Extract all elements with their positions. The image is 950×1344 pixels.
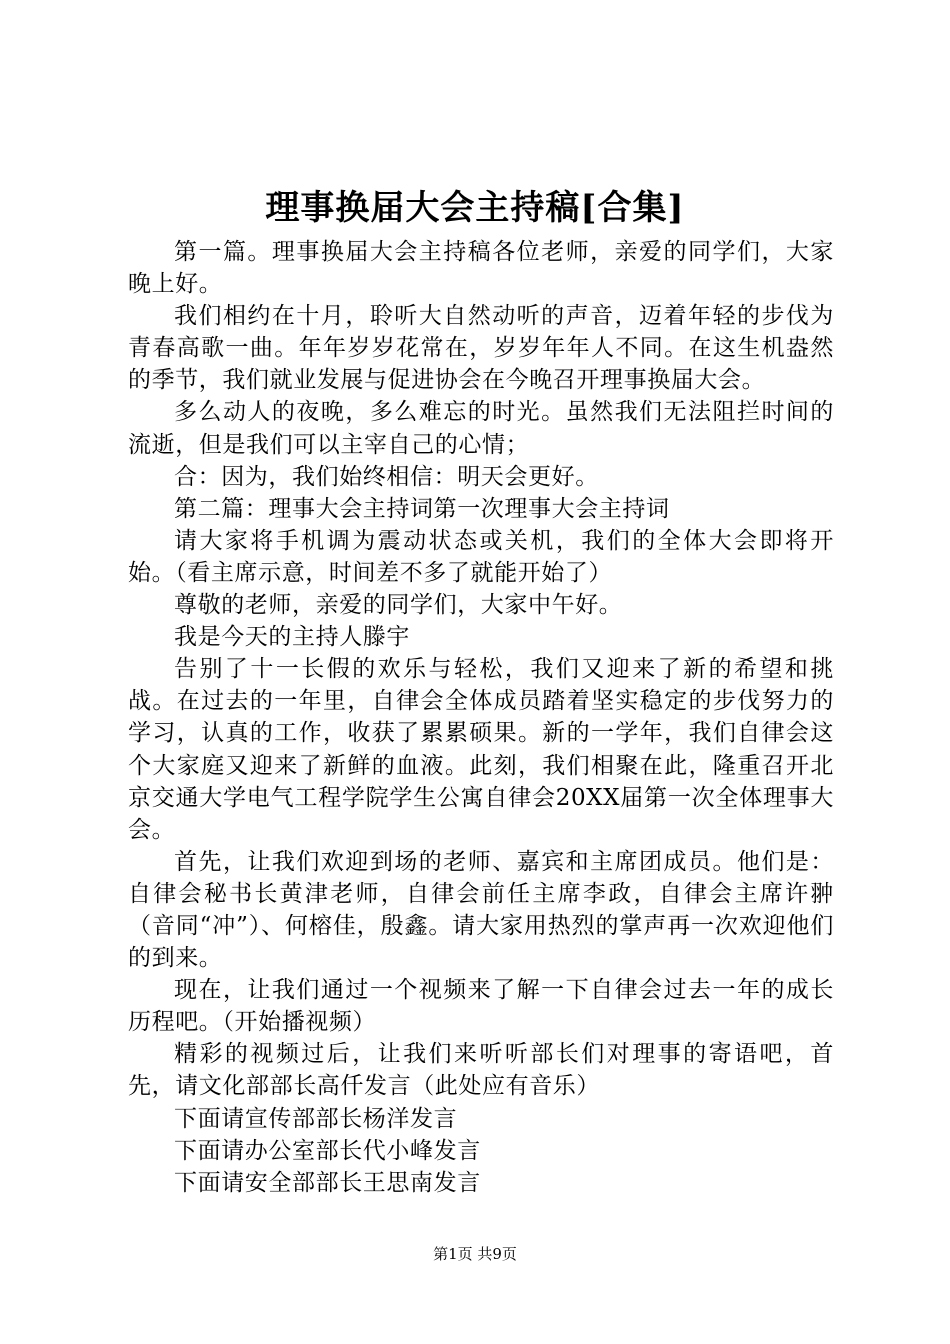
paragraph: 现在，让我们通过一个视频来了解一下自律会过去一年的成长历程吧。（开始播视频）	[128, 977, 834, 1036]
paragraph: 第一篇。理事换届大会主持稿各位老师，亲爱的同学们，大家晚上好。	[128, 239, 834, 298]
paragraph: 尊敬的老师，亲爱的同学们，大家中午好。	[174, 592, 623, 619]
paragraph: 告别了十一长假的欢乐与轻松，我们又迎来了新的希望和挑战。在过去的一年里，自律会全体成员踏着坚实稳定的步伐努力的学习，认真的工作，收获了累累硕果。新的一学年，我们自律会这个大家庭又迎来了新鲜的血液。此刻，我们相聚在此，隆重召开北京交通大学电气工程学院学生公寓自律会20XX届第一次全体理事大会。	[128, 656, 834, 843]
paragraph: 我是今天的主持人滕宇	[174, 624, 410, 651]
paragraph: 精彩的视频过后，让我们来听听部长们对理事的寄语吧，首先，请文化部部长高仟发言（此处应有音乐）	[128, 1041, 834, 1100]
document-title: 理事换届大会主持稿[合集]	[265, 188, 685, 228]
paragraph: 请大家将手机调为震动状态或关机，我们的全体大会即将开始。（看主席示意，时间差不多了就能开始了）	[128, 527, 834, 586]
document-body	[128, 236, 834, 1199]
page-footer: 第1页 共9页	[433, 1245, 517, 1263]
paragraph: 下面请安全部部长王思南发言	[174, 1169, 481, 1196]
paragraph: 首先，让我们欢迎到场的老师、嘉宾和主席团成员。他们是：自律会秘书长黄津老师，自律会前任主席李政，自律会主席许翀（音同“冲”）、何榕佳，殷鑫。请大家用热烈的掌声再一次欢迎他们的到来。	[128, 848, 834, 972]
paragraph: 合：因为，我们始终相信：明天会更好。	[174, 463, 599, 490]
paragraph: 我们相约在十月，聆听大自然动听的声音，迈着年轻的步伐为青春高歌一曲。年年岁岁花常在，岁岁年年人不同。在这生机盎然的季节，我们就业发展与促进协会在今晚召开理事换届大会。	[128, 303, 834, 394]
paragraph: 多么动人的夜晚，多么难忘的时光。虽然我们无法阻拦时间的流逝，但是我们可以主宰自己的心情；	[128, 399, 834, 458]
paragraph: 下面请宣传部部长杨洋发言	[174, 1105, 458, 1132]
paragraph: 第二篇：理事大会主持词第一次理事大会主持词	[174, 495, 670, 522]
paragraph: 下面请办公室部长代小峰发言	[174, 1137, 481, 1164]
